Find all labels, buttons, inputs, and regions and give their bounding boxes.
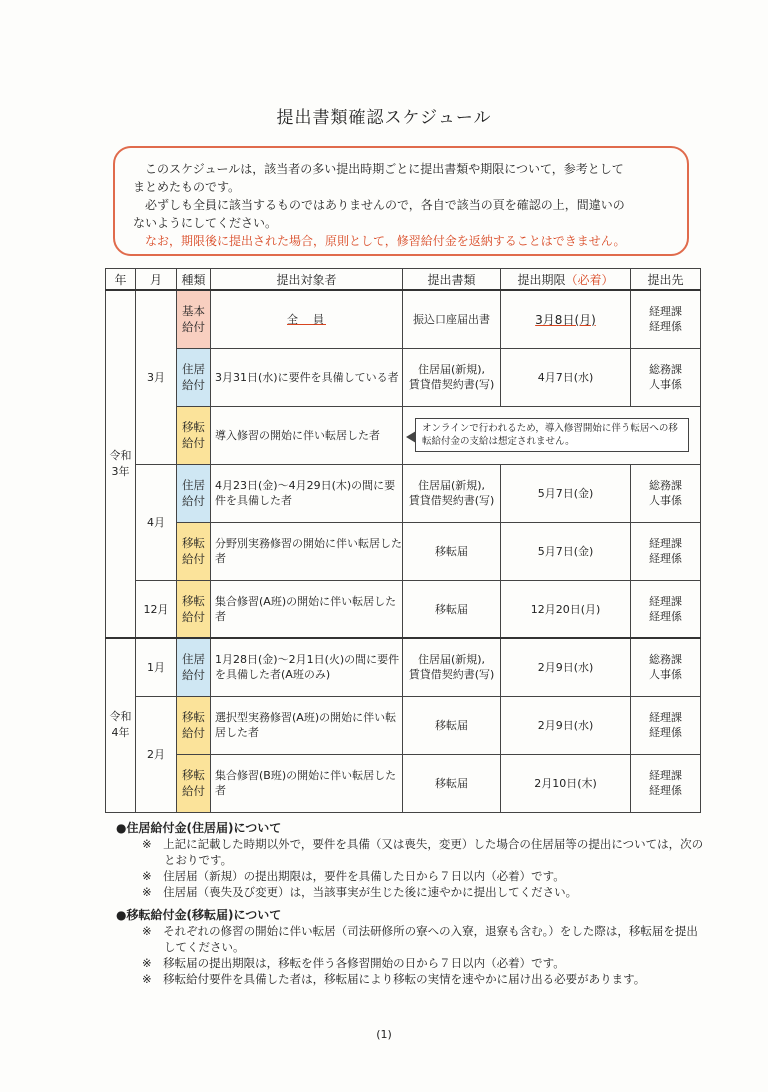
housing-note: ※ 住居届（新規）の提出期限は，要件を具備した日から７日以内（必着）です。 xyxy=(142,869,565,883)
table-row xyxy=(106,580,701,638)
header-destination: 提出先 xyxy=(631,269,701,291)
deadline-text: 3月8日(月) xyxy=(535,312,596,327)
notice-line: このスケジュールは，該当者の多い提出時期ごとに提出書類や期限について，参考として xyxy=(145,162,624,176)
destination-cell: 経理課 経理係 xyxy=(631,580,701,638)
destination-cell: 総務課 人事係 xyxy=(631,464,701,522)
documents-cell: 住居届(新規), 賃貸借契約書(写) xyxy=(403,638,501,696)
table-row xyxy=(106,638,701,696)
destination-cell: 経理課 経理係 xyxy=(631,754,701,812)
moving-note: ※ 移転給付要件を具備した者は，移転届により移転の実情を速やかに届け出る必要があります。 xyxy=(142,972,646,986)
target-cell: 選択型実務修習(A班)の開始に伴い転居した者 xyxy=(211,696,403,754)
deadline-cell: 2月9日(水) xyxy=(501,638,631,696)
type-cell: 住居 給付 xyxy=(177,638,211,696)
documents-cell: 移転届 xyxy=(403,696,501,754)
documents-cell: 移転届 xyxy=(403,754,501,812)
target-cell: 導入修習の開始に伴い転居した者 xyxy=(211,406,403,464)
target-cell: 分野別実務修習の開始に伴い転居した者 xyxy=(211,522,403,580)
year-cell: 令和 3年 xyxy=(106,290,136,638)
type-cell: 移転 給付 xyxy=(177,754,211,812)
notice-line: 必ずしも全員に該当するものではありませんので，各自で該当の頁を確認の上，間違いの xyxy=(145,198,625,212)
table-row xyxy=(106,522,701,580)
housing-note: ※ 住居届（喪失及び変更）は，当該事実が生じた後に速やかに提出してください。 xyxy=(142,885,578,899)
notice-box xyxy=(113,146,689,256)
target-cell: 4月23日(金)～4月29日(木)の間に要件を具備した者 xyxy=(211,464,403,522)
type-cell: 移転 給付 xyxy=(177,580,211,638)
table-row xyxy=(106,754,701,812)
note-cell xyxy=(403,406,701,464)
header-type: 種類 xyxy=(177,269,211,291)
documents-cell: 住居届(新規), 賃貸借契約書(写) xyxy=(403,464,501,522)
table-row xyxy=(106,696,701,754)
housing-notes-title: ●住居給付金(住居届)について xyxy=(116,821,282,835)
page-title: 提出書類確認スケジュール xyxy=(276,108,492,128)
month-cell: 1月 xyxy=(136,638,177,696)
table-row xyxy=(106,406,701,464)
destination-cell: 経理課 経理係 xyxy=(631,522,701,580)
documents-cell: 移転届 xyxy=(403,522,501,580)
schedule-table xyxy=(105,268,701,813)
notice-line: ないようにしてください。 xyxy=(133,216,278,230)
destination-cell: 総務課 人事係 xyxy=(631,638,701,696)
online-callout: オンラインで行われるため，導入修習開始に伴う転居への移転給付金の支給は想定されません。 xyxy=(415,418,689,452)
type-cell: 移転 給付 xyxy=(177,696,211,754)
documents-cell: 振込口座届出書 xyxy=(403,290,501,348)
year-cell: 令和 4年 xyxy=(106,638,136,812)
deadline-cell: 12月20日(月) xyxy=(501,580,631,638)
deadline-cell: 4月7日(水) xyxy=(501,348,631,406)
documents-cell: 移転届 xyxy=(403,580,501,638)
month-cell: 2月 xyxy=(136,696,177,812)
documents-cell: 住居届(新規), 賃貸借契約書(写) xyxy=(403,348,501,406)
target-cell: 集合修習(B班)の開始に伴い転居した者 xyxy=(211,754,403,812)
header-year: 年 xyxy=(106,269,136,291)
header-documents: 提出書類 xyxy=(403,269,501,291)
target-cell: 1月28日(金)～2月1日(火)の間に要件を具備した者(A班のみ) xyxy=(211,638,403,696)
destination-cell: 総務課 人事係 xyxy=(631,348,701,406)
deadline-cell: 5月7日(金) xyxy=(501,522,631,580)
table-header-row xyxy=(106,269,701,291)
table-row xyxy=(106,348,701,406)
type-cell: 移転 給付 xyxy=(177,522,211,580)
type-cell: 基本 給付 xyxy=(177,290,211,348)
month-cell: 3月 xyxy=(136,290,177,464)
header-month: 月 xyxy=(136,269,177,291)
moving-notes-title: ●移転給付金(移転届)について xyxy=(116,908,282,922)
moving-note: ※ それぞれの修習の開始に伴い転居（司法研修所の寮への入寮，退寮も含む。）をした際は，移転届を提出してください。 xyxy=(142,924,698,954)
target-cell: 3月31日(水)に要件を具備している者 xyxy=(211,348,403,406)
destination-cell: 経理課 経理係 xyxy=(631,696,701,754)
destination-cell: 経理課 経理係 xyxy=(631,290,701,348)
table-row xyxy=(106,290,701,348)
header-deadline-label: 提出期限 xyxy=(517,272,566,287)
notice-line: まとめたものです。 xyxy=(133,180,241,194)
page-number: (1) xyxy=(376,1028,392,1041)
deadline-cell: 5月7日(金) xyxy=(501,464,631,522)
type-cell: 移転 給付 xyxy=(177,406,211,464)
notes-section xyxy=(116,820,706,987)
notice-warning: なお，期限後に提出された場合，原則として，修習給付金を返納することはできません。 xyxy=(145,234,626,248)
target-text: 全 員 xyxy=(287,313,326,327)
type-cell: 住居 給付 xyxy=(177,348,211,406)
table-row xyxy=(106,464,701,522)
deadline-cell: 2月10日(木) xyxy=(501,754,631,812)
moving-note: ※ 移転届の提出期限は，移転を伴う各修習開始の日から７日以内（必着）です。 xyxy=(142,956,565,970)
header-deadline-note: （必着） xyxy=(565,272,614,287)
target-cell: 集合修習(A班)の開始に伴い転居した者 xyxy=(211,580,403,638)
header-target: 提出対象者 xyxy=(211,269,403,291)
type-cell: 住居 給付 xyxy=(177,464,211,522)
header-deadline xyxy=(501,269,631,291)
month-cell: 4月 xyxy=(136,464,177,580)
deadline-cell: 2月9日(水) xyxy=(501,696,631,754)
target-cell xyxy=(211,290,403,348)
deadline-cell xyxy=(501,290,631,348)
month-cell: 12月 xyxy=(136,580,177,638)
housing-note: ※ 上記に記載した時期以外で，要件を具備（又は喪失，変更）した場合の住居届等の提出については，次のとおりです。 xyxy=(142,837,704,867)
